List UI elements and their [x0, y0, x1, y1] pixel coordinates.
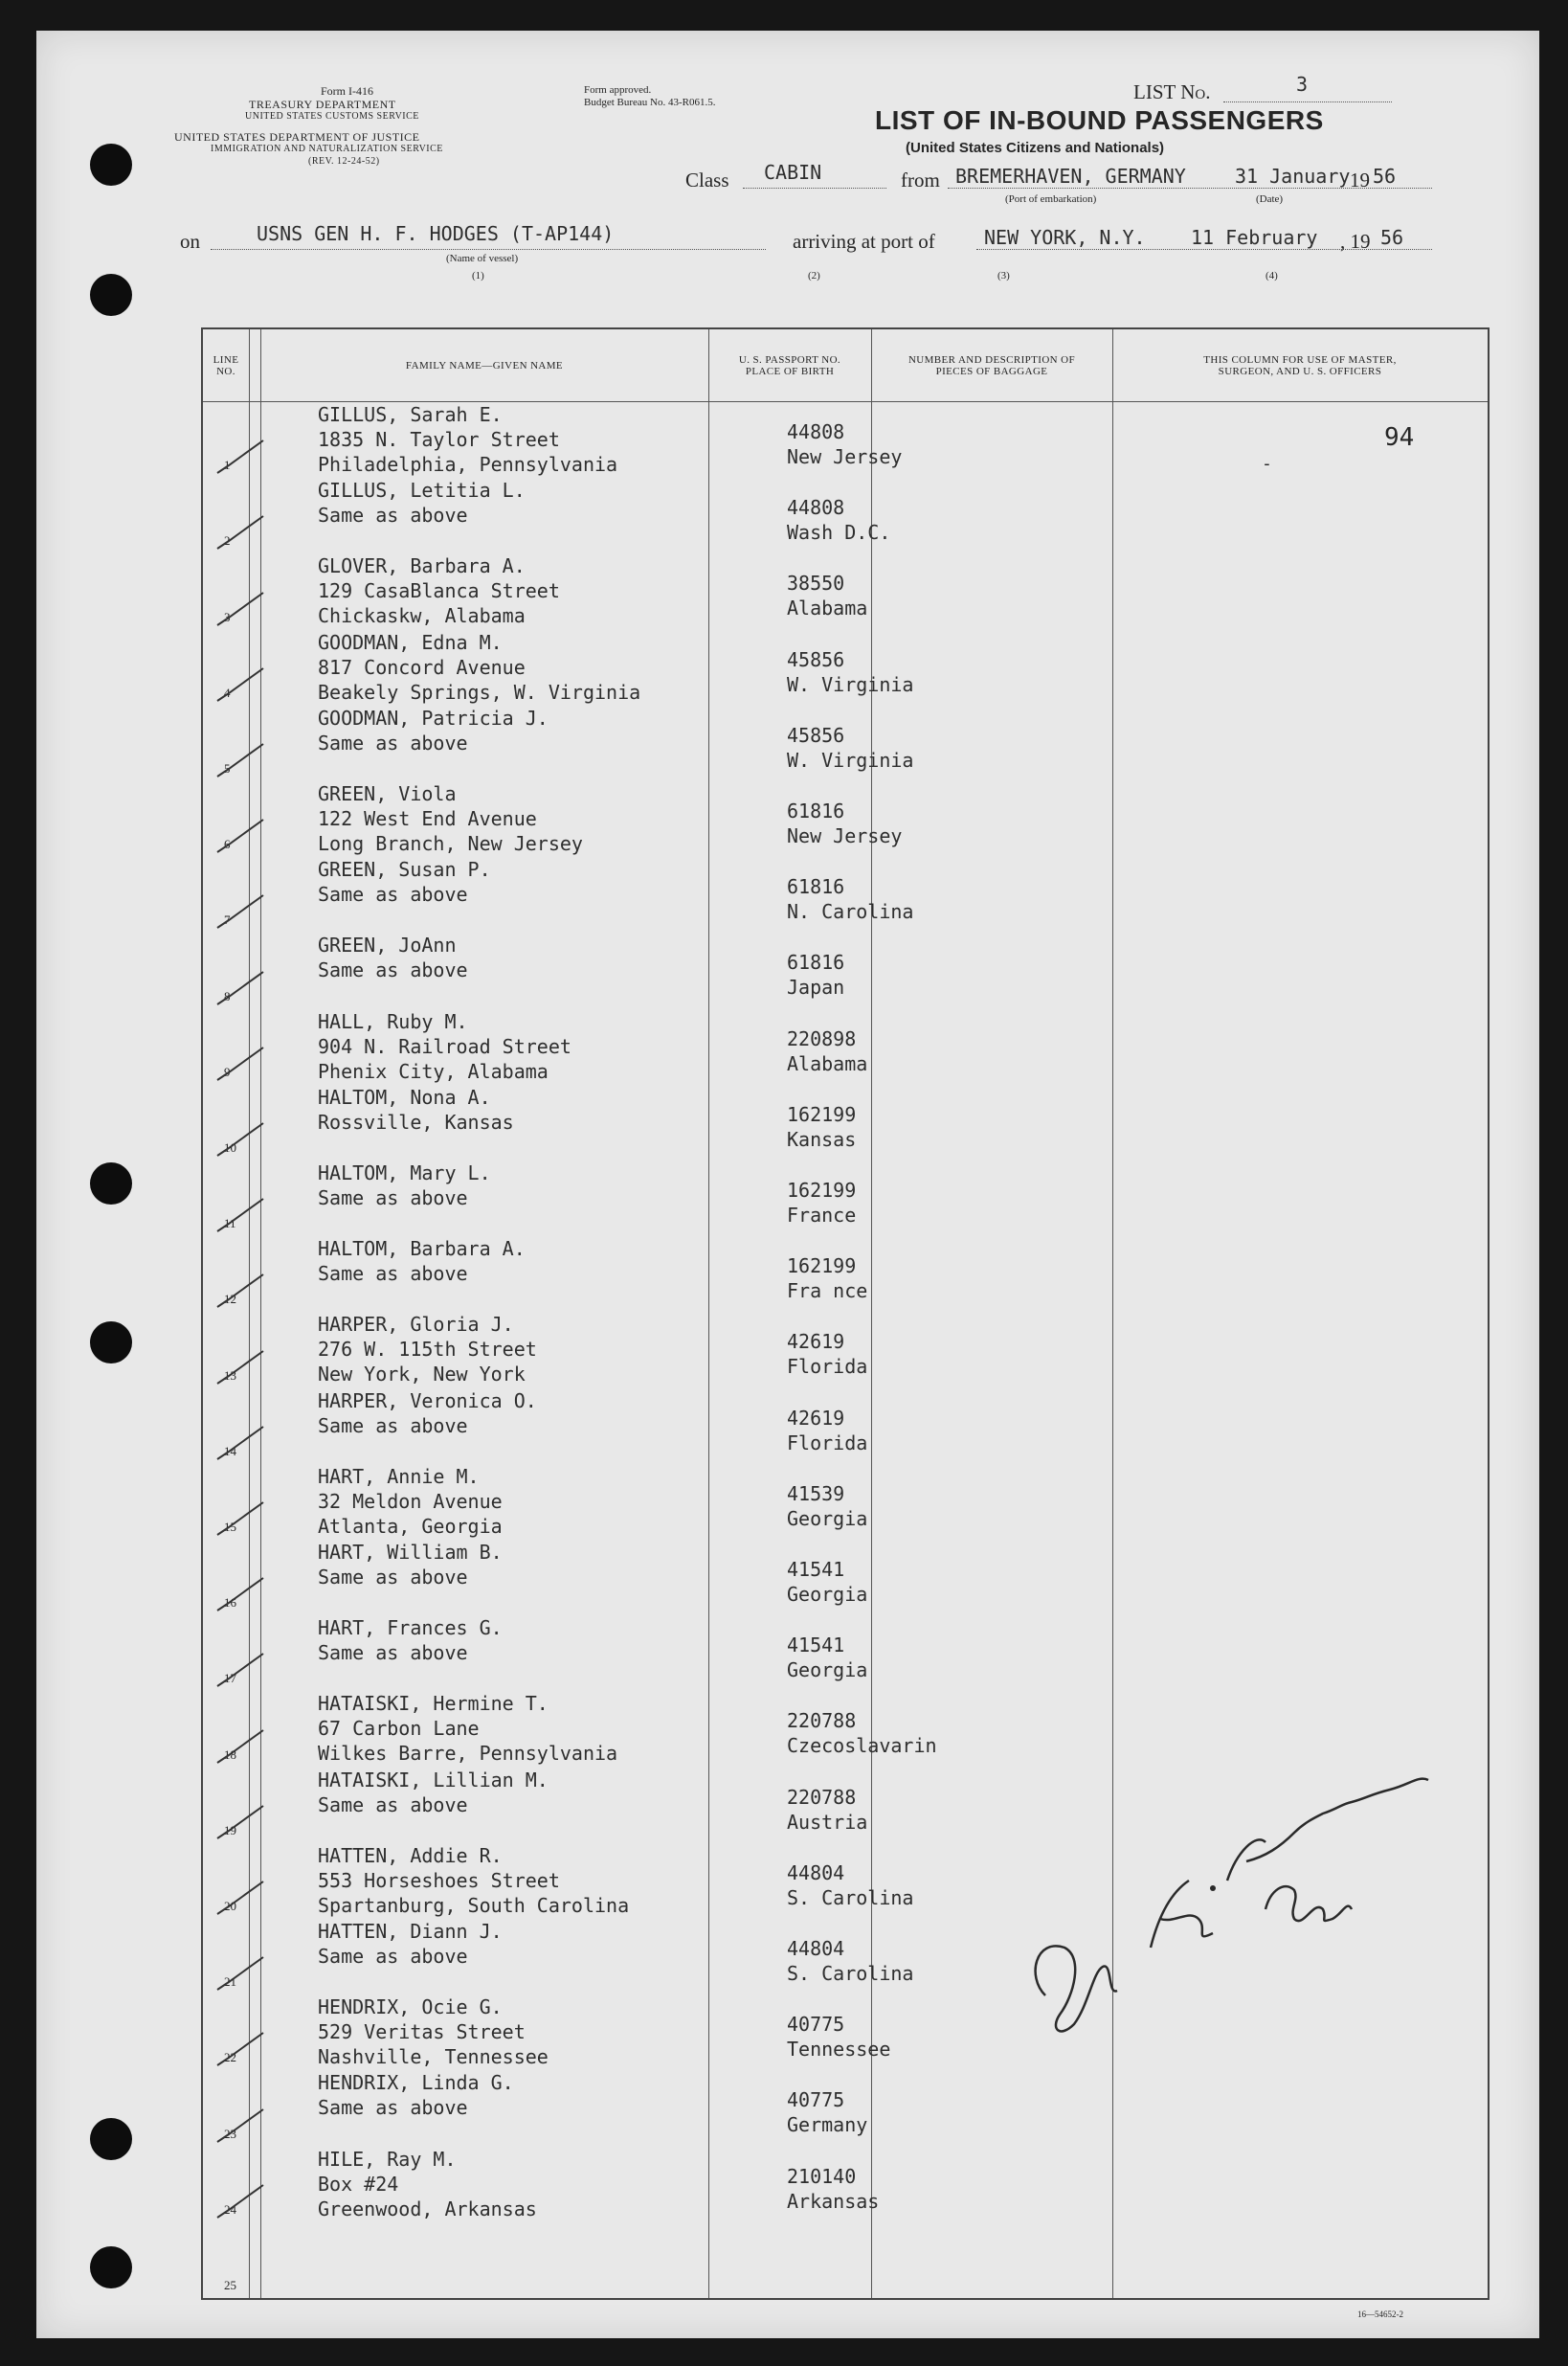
line-number: 15 [224, 1519, 236, 1534]
table-row [203, 1463, 1488, 1539]
line-number: 9 [224, 1064, 231, 1079]
line-number: 19 [224, 1822, 236, 1837]
passport-number: 44804 [787, 1937, 845, 1960]
table-row [203, 1008, 1488, 1084]
passenger-city: Long Branch, New Jersey [318, 832, 583, 855]
class-value: CABIN [764, 161, 822, 184]
table-row [203, 552, 1488, 628]
line-number: 8 [224, 988, 231, 1003]
passenger-address: 529 Veritas Street [318, 2020, 526, 2044]
line-number: 24 [224, 2201, 236, 2217]
passport-number: 61816 [787, 875, 845, 899]
passenger-name: HALL, Ruby M. [318, 1009, 468, 1033]
passenger-name: HARPER, Gloria J. [318, 1313, 514, 1337]
table-row [203, 705, 1488, 780]
line-number: 14 [224, 1443, 236, 1458]
birthplace: S. Carolina [787, 1885, 914, 1909]
table-row [203, 1311, 1488, 1386]
passenger-name: GREEN, Susan P. [318, 858, 491, 882]
passenger-address: Box #24 [318, 2172, 399, 2196]
passport-number: 220788 [787, 1785, 857, 1809]
passenger-address: Same as above [318, 1186, 468, 1209]
binder-hole [90, 144, 132, 186]
passenger-address: Rossville, Kansas [318, 1110, 514, 1134]
table-row [203, 1690, 1488, 1766]
passenger-name: HATAISKI, Hermine T. [318, 1692, 549, 1716]
table-row [203, 1235, 1488, 1311]
birthplace: Arkansas [787, 2189, 880, 2213]
passenger-name: HENDRIX, Linda G. [318, 2071, 514, 2095]
table-row [203, 477, 1488, 552]
table-row [203, 1387, 1488, 1463]
passport-number: 220898 [787, 1026, 857, 1050]
check-mark [208, 740, 265, 784]
birthplace: Kansas [787, 1127, 857, 1151]
from-label: from [901, 169, 940, 192]
passenger-name: HALTOM, Barbara A. [318, 1237, 526, 1261]
passenger-city: Nashville, Tennessee [318, 2045, 549, 2069]
passport-number: 44804 [787, 1860, 845, 1884]
arrival-century: , 19 [1340, 230, 1371, 253]
check-mark [208, 1726, 265, 1770]
passenger-address: 32 Meldon Avenue [318, 1489, 503, 1513]
printing-code: 16—54652-2 [1357, 2310, 1403, 2319]
check-mark [208, 589, 265, 633]
header-line-number: LINE NO. [213, 353, 239, 377]
document-subtitle: (United States Citizens and Nationals) [906, 140, 1165, 156]
table-row [203, 401, 1488, 477]
binder-hole [90, 274, 132, 316]
binder-hole [90, 1162, 132, 1205]
line-number: 22 [224, 2050, 236, 2065]
passenger-name: HARPER, Veronica O. [318, 1388, 537, 1412]
line-number: 20 [224, 1898, 236, 1913]
check-mark [208, 1271, 265, 1315]
port-of-embarkation: BREMERHAVEN, GERMANY [955, 165, 1186, 188]
check-mark [208, 1044, 265, 1088]
immigration-service: IMMIGRATION AND NATURALIZATION SERVICE [211, 144, 443, 154]
check-mark [208, 2106, 265, 2150]
check-mark [208, 1347, 265, 1391]
passenger-address: Same as above [318, 1641, 468, 1665]
column-2-caption: (2) [808, 270, 820, 282]
passenger-name: HATTEN, Diann J. [318, 1920, 503, 1943]
birthplace: Georgia [787, 1506, 868, 1530]
passenger-address: Same as above [318, 504, 468, 528]
passenger-name: GILLUS, Sarah E. [318, 403, 503, 426]
budget-bureau: Budget Bureau No. 43-R061.5. [584, 97, 716, 108]
birthplace: France [787, 1204, 857, 1227]
line-number: 13 [224, 1367, 236, 1383]
officer-note: 94 [1384, 423, 1415, 452]
line-number: 3 [224, 609, 231, 624]
passenger-name: HALTOM, Mary L. [318, 1161, 491, 1184]
passenger-name: HATAISKI, Lillian M. [318, 1768, 549, 1791]
passenger-address: 553 Horseshoes Street [318, 1868, 560, 1892]
line-number: 4 [224, 685, 231, 700]
passport-number: 41539 [787, 1481, 845, 1505]
table-row [203, 2221, 1488, 2297]
check-mark [208, 968, 265, 1012]
passenger-name: HART, William B. [318, 1541, 503, 1564]
line-number: 18 [224, 1746, 236, 1762]
passenger-name: GILLUS, Letitia L. [318, 479, 526, 503]
check-mark [208, 816, 265, 860]
passenger-name: HATTEN, Addie R. [318, 1843, 503, 1867]
passenger-city: Spartanburg, South Carolina [318, 1893, 630, 1917]
binder-hole [90, 2118, 132, 2160]
header-officers: THIS COLUMN FOR USE OF MASTER, SURGEON, AND U. S. OFFICERS [1203, 353, 1397, 377]
table-row [203, 780, 1488, 856]
arriving-label: arriving at port of [793, 230, 935, 253]
line-number: 10 [224, 1139, 236, 1155]
column-1-caption: (1) [472, 270, 484, 282]
check-mark [208, 1878, 265, 1922]
birthplace: Georgia [787, 1583, 868, 1606]
header-name: FAMILY NAME—GIVEN NAME [405, 359, 564, 372]
passenger-address: 817 Concord Avenue [318, 655, 526, 679]
passenger-name: HART, Annie M. [318, 1464, 480, 1488]
passenger-address: Same as above [318, 1413, 468, 1437]
line-number: 16 [224, 1595, 236, 1611]
check-mark [208, 512, 265, 556]
birthplace: W. Virginia [787, 748, 914, 772]
table-row [203, 1084, 1488, 1160]
line-number: 25 [224, 2277, 236, 2292]
passport-number: 38550 [787, 572, 845, 596]
class-label: Class [685, 169, 729, 192]
check-mark [208, 665, 265, 709]
treasury-department: TREASURY DEPARTMENT [249, 98, 396, 111]
passenger-address: Same as above [318, 1945, 468, 1968]
check-mark [208, 2029, 265, 2073]
line-number: 17 [224, 1671, 236, 1686]
table-row [203, 856, 1488, 932]
line-number: 2 [224, 533, 231, 549]
on-label: on [180, 230, 200, 253]
passenger-name: GREEN, Viola [318, 782, 457, 805]
check-mark [208, 1802, 265, 1846]
passport-number: 44808 [787, 420, 845, 443]
passenger-city: Atlanta, Georgia [318, 1514, 503, 1538]
passport-number: 162199 [787, 1102, 857, 1126]
port-caption: (Port of embarkation) [1005, 193, 1097, 205]
departure-date: 31 January [1235, 165, 1351, 188]
passenger-address: Same as above [318, 1792, 468, 1816]
list-number: 3 [1296, 73, 1309, 96]
birthplace: Germany [787, 2113, 868, 2137]
birthplace: W. Virginia [787, 672, 914, 696]
passenger-address: 276 W. 115th Street [318, 1338, 537, 1362]
vessel-caption: (Name of vessel) [446, 253, 519, 264]
line-number: 11 [224, 1216, 236, 1231]
line-number: 12 [224, 1292, 236, 1307]
birthplace: N. Carolina [787, 900, 914, 924]
birthplace: Georgia [787, 1658, 868, 1682]
birthplace: Wash D.C. [787, 521, 891, 545]
passport-number: 220788 [787, 1709, 857, 1733]
check-mark [208, 1650, 265, 1694]
line-number: 5 [224, 760, 231, 776]
check-mark [208, 1423, 265, 1467]
date-caption: (Date) [1256, 193, 1284, 205]
table-row [203, 2146, 1488, 2221]
passenger-table [201, 327, 1490, 2300]
passport-number: 61816 [787, 800, 845, 822]
line-number: 21 [224, 1974, 236, 1990]
check-mark [208, 1119, 265, 1163]
birthplace: Tennessee [787, 2038, 891, 2062]
form-approved: Form approved. [584, 84, 652, 96]
check-mark [208, 1953, 265, 1997]
passport-number: 45856 [787, 647, 845, 671]
table-row [203, 629, 1488, 705]
passenger-address: Same as above [318, 883, 468, 907]
birthplace: Austria [787, 1810, 868, 1834]
passenger-address: Same as above [318, 958, 468, 982]
line-number: 7 [224, 913, 231, 928]
table-row [203, 1539, 1488, 1614]
passenger-address: Same as above [318, 1262, 468, 1286]
birthplace: Fra nce [787, 1279, 868, 1303]
column-4-caption: (4) [1266, 270, 1278, 282]
passenger-name: HART, Frances G. [318, 1616, 503, 1640]
passport-number: 45856 [787, 723, 845, 747]
header-passport: U. S. PASSPORT NO. PLACE OF BIRTH [738, 353, 841, 377]
form-number: Form I-416 [321, 84, 373, 98]
departure-year: 56 [1373, 165, 1397, 188]
birthplace: S. Carolina [787, 1962, 914, 1985]
passenger-city: Phenix City, Alabama [318, 1059, 549, 1083]
passenger-city: Chickaskw, Alabama [318, 604, 526, 628]
check-mark [208, 1195, 265, 1239]
passport-number: 41541 [787, 1558, 845, 1581]
binder-hole [90, 1321, 132, 1363]
vessel-name: USNS GEN H. F. HODGES (T-AP144) [257, 222, 615, 245]
officer-signature [1007, 1766, 1447, 2053]
passenger-name: HALTOM, Nona A. [318, 1085, 491, 1109]
birthplace: Alabama [787, 597, 868, 620]
passport-number: 162199 [787, 1254, 857, 1278]
table-row [203, 932, 1488, 1007]
list-number-label: LIST No. [1133, 80, 1211, 103]
passenger-city: Beakely Springs, W. Virginia [318, 680, 641, 704]
passenger-address: Same as above [318, 1566, 468, 1589]
officer-mark: - [1262, 454, 1272, 474]
arrival-port: NEW YORK, N.Y. [984, 226, 1146, 249]
binder-hole [90, 2246, 132, 2288]
check-mark [208, 1498, 265, 1543]
customs-service: UNITED STATES CUSTOMS SERVICE [245, 111, 419, 122]
passenger-city: Wilkes Barre, Pennsylvania [318, 1742, 618, 1766]
departure-century: 19 [1350, 169, 1370, 192]
passenger-address: 904 N. Railroad Street [318, 1034, 571, 1058]
passport-number: 44808 [787, 496, 845, 520]
department-of-justice: UNITED STATES DEPARTMENT OF JUSTICE [174, 130, 420, 144]
passport-number: 42619 [787, 1330, 845, 1354]
birthplace: New Jersey [787, 445, 903, 468]
document-title: LIST OF IN-BOUND PASSENGERS [875, 105, 1324, 135]
arrival-date: 11 February [1191, 226, 1318, 249]
passport-number: 40775 [787, 2013, 845, 2037]
passenger-name: GOODMAN, Patricia J. [318, 706, 549, 730]
table-row [203, 2069, 1488, 2145]
line-number: 23 [224, 2126, 236, 2141]
check-mark [208, 891, 265, 935]
passenger-address: 67 Carbon Lane [318, 1717, 480, 1741]
passenger-address: 1835 N. Taylor Street [318, 428, 560, 451]
birthplace: Japan [787, 976, 845, 1000]
birthplace: New Jersey [787, 824, 903, 847]
arrival-year: 56 [1380, 226, 1404, 249]
passenger-city: New York, New York [318, 1363, 526, 1386]
check-mark [208, 1574, 265, 1618]
passenger-name: GLOVER, Barbara A. [318, 554, 526, 578]
header-baggage: NUMBER AND DESCRIPTION OF PIECES OF BAGGAGE [907, 353, 1076, 377]
line-number: 1 [224, 458, 231, 473]
passport-number: 61816 [787, 951, 845, 975]
passenger-address: Same as above [318, 731, 468, 755]
passenger-address: 129 CasaBlanca Street [318, 579, 560, 603]
birthplace: Alabama [787, 1051, 868, 1075]
column-3-caption: (3) [997, 270, 1010, 282]
passport-number: 40775 [787, 2088, 845, 2112]
passport-number: 42619 [787, 1406, 845, 1430]
line-number: 6 [224, 837, 231, 852]
passenger-address: 122 West End Avenue [318, 807, 537, 830]
passenger-address: Same as above [318, 2096, 468, 2120]
document-page [36, 31, 1539, 2338]
birthplace: Florida [787, 1431, 868, 1454]
passport-number: 41541 [787, 1634, 845, 1657]
revision-date: (REV. 12-24-52) [308, 156, 380, 167]
check-mark [208, 437, 265, 481]
table-row [203, 1160, 1488, 1235]
passenger-city: Greenwood, Arkansas [318, 2197, 537, 2220]
passport-number: 210140 [787, 2164, 857, 2188]
check-mark [208, 2181, 265, 2225]
passenger-name: GREEN, JoAnn [318, 934, 457, 958]
passenger-city: Philadelphia, Pennsylvania [318, 453, 618, 476]
passenger-name: HENDRIX, Ocie G. [318, 1995, 503, 2019]
passenger-name: HILE, Ray M. [318, 2147, 457, 2171]
passenger-name: GOODMAN, Edna M. [318, 630, 503, 654]
table-row [203, 1614, 1488, 1690]
birthplace: Czecoslavarin [787, 1734, 937, 1758]
birthplace: Florida [787, 1355, 868, 1379]
passport-number: 162199 [787, 1179, 857, 1202]
